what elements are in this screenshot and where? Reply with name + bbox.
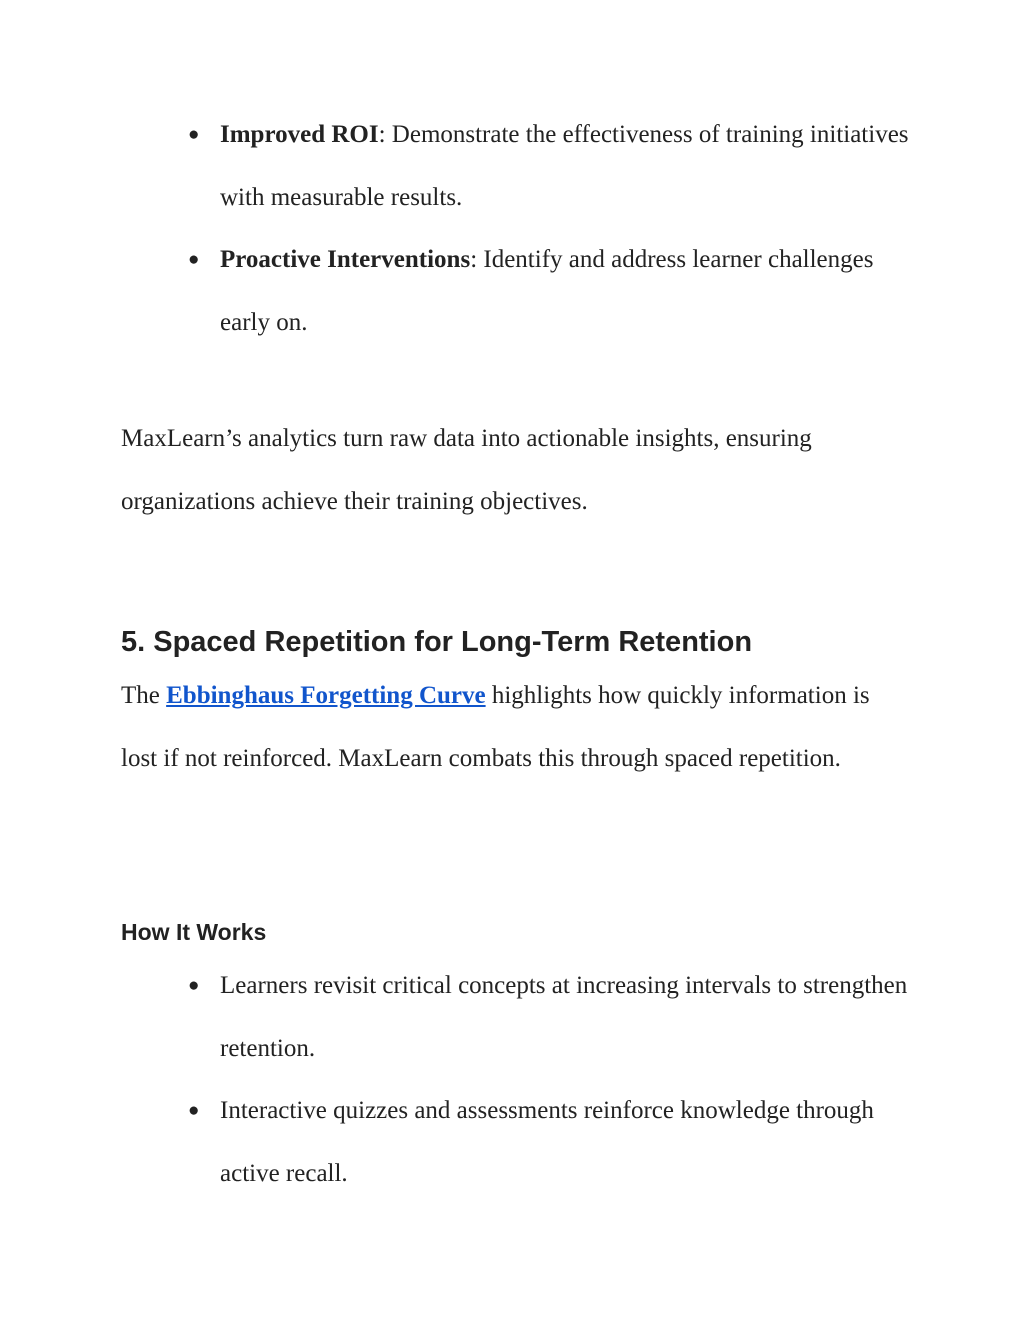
subsection-heading: How It Works [121, 919, 267, 945]
benefit-title: Improved ROI [220, 121, 379, 148]
intro-prefix: The [121, 682, 167, 709]
list-item [0, 104, 920, 229]
benefit-title: Proactive Interventions [220, 246, 471, 273]
list-item [0, 229, 920, 354]
point-text: Interactive quizzes and assessments reinforce knowledge through active recall. [220, 1097, 874, 1187]
section-intro [121, 665, 911, 790]
intro-suffix: highlights how quickly information is lost if not reinforced. MaxLearn combats this through spaced repetition. [121, 682, 870, 772]
bullet-icon: ● [188, 249, 200, 270]
ebbinghaus-link[interactable]: Ebbinghaus Forgetting Curve [166, 682, 486, 709]
analytics-summary: MaxLearn’s analytics turn raw data into actionable insights, ensuring organizations achieve their training objectives. [121, 425, 812, 515]
bullet-icon: ● [188, 124, 200, 145]
point-text: Learners revisit critical concepts at increasing intervals to strengthen retention. [220, 972, 908, 1062]
list-item [0, 955, 920, 1080]
bullet-icon: ● [188, 975, 200, 996]
how-it-works-list [0, 955, 920, 1205]
bullet-icon: ● [188, 1100, 200, 1121]
benefits-list [0, 104, 920, 354]
benefit-text: : Demonstrate the effectiveness of training initiatives with measurable results. [220, 121, 909, 211]
section-heading: 5. Spaced Repetition for Long-Term Retention [121, 626, 753, 658]
benefit-text: : Identify and address learner challenges early on. [220, 246, 874, 336]
list-item [0, 1080, 920, 1205]
